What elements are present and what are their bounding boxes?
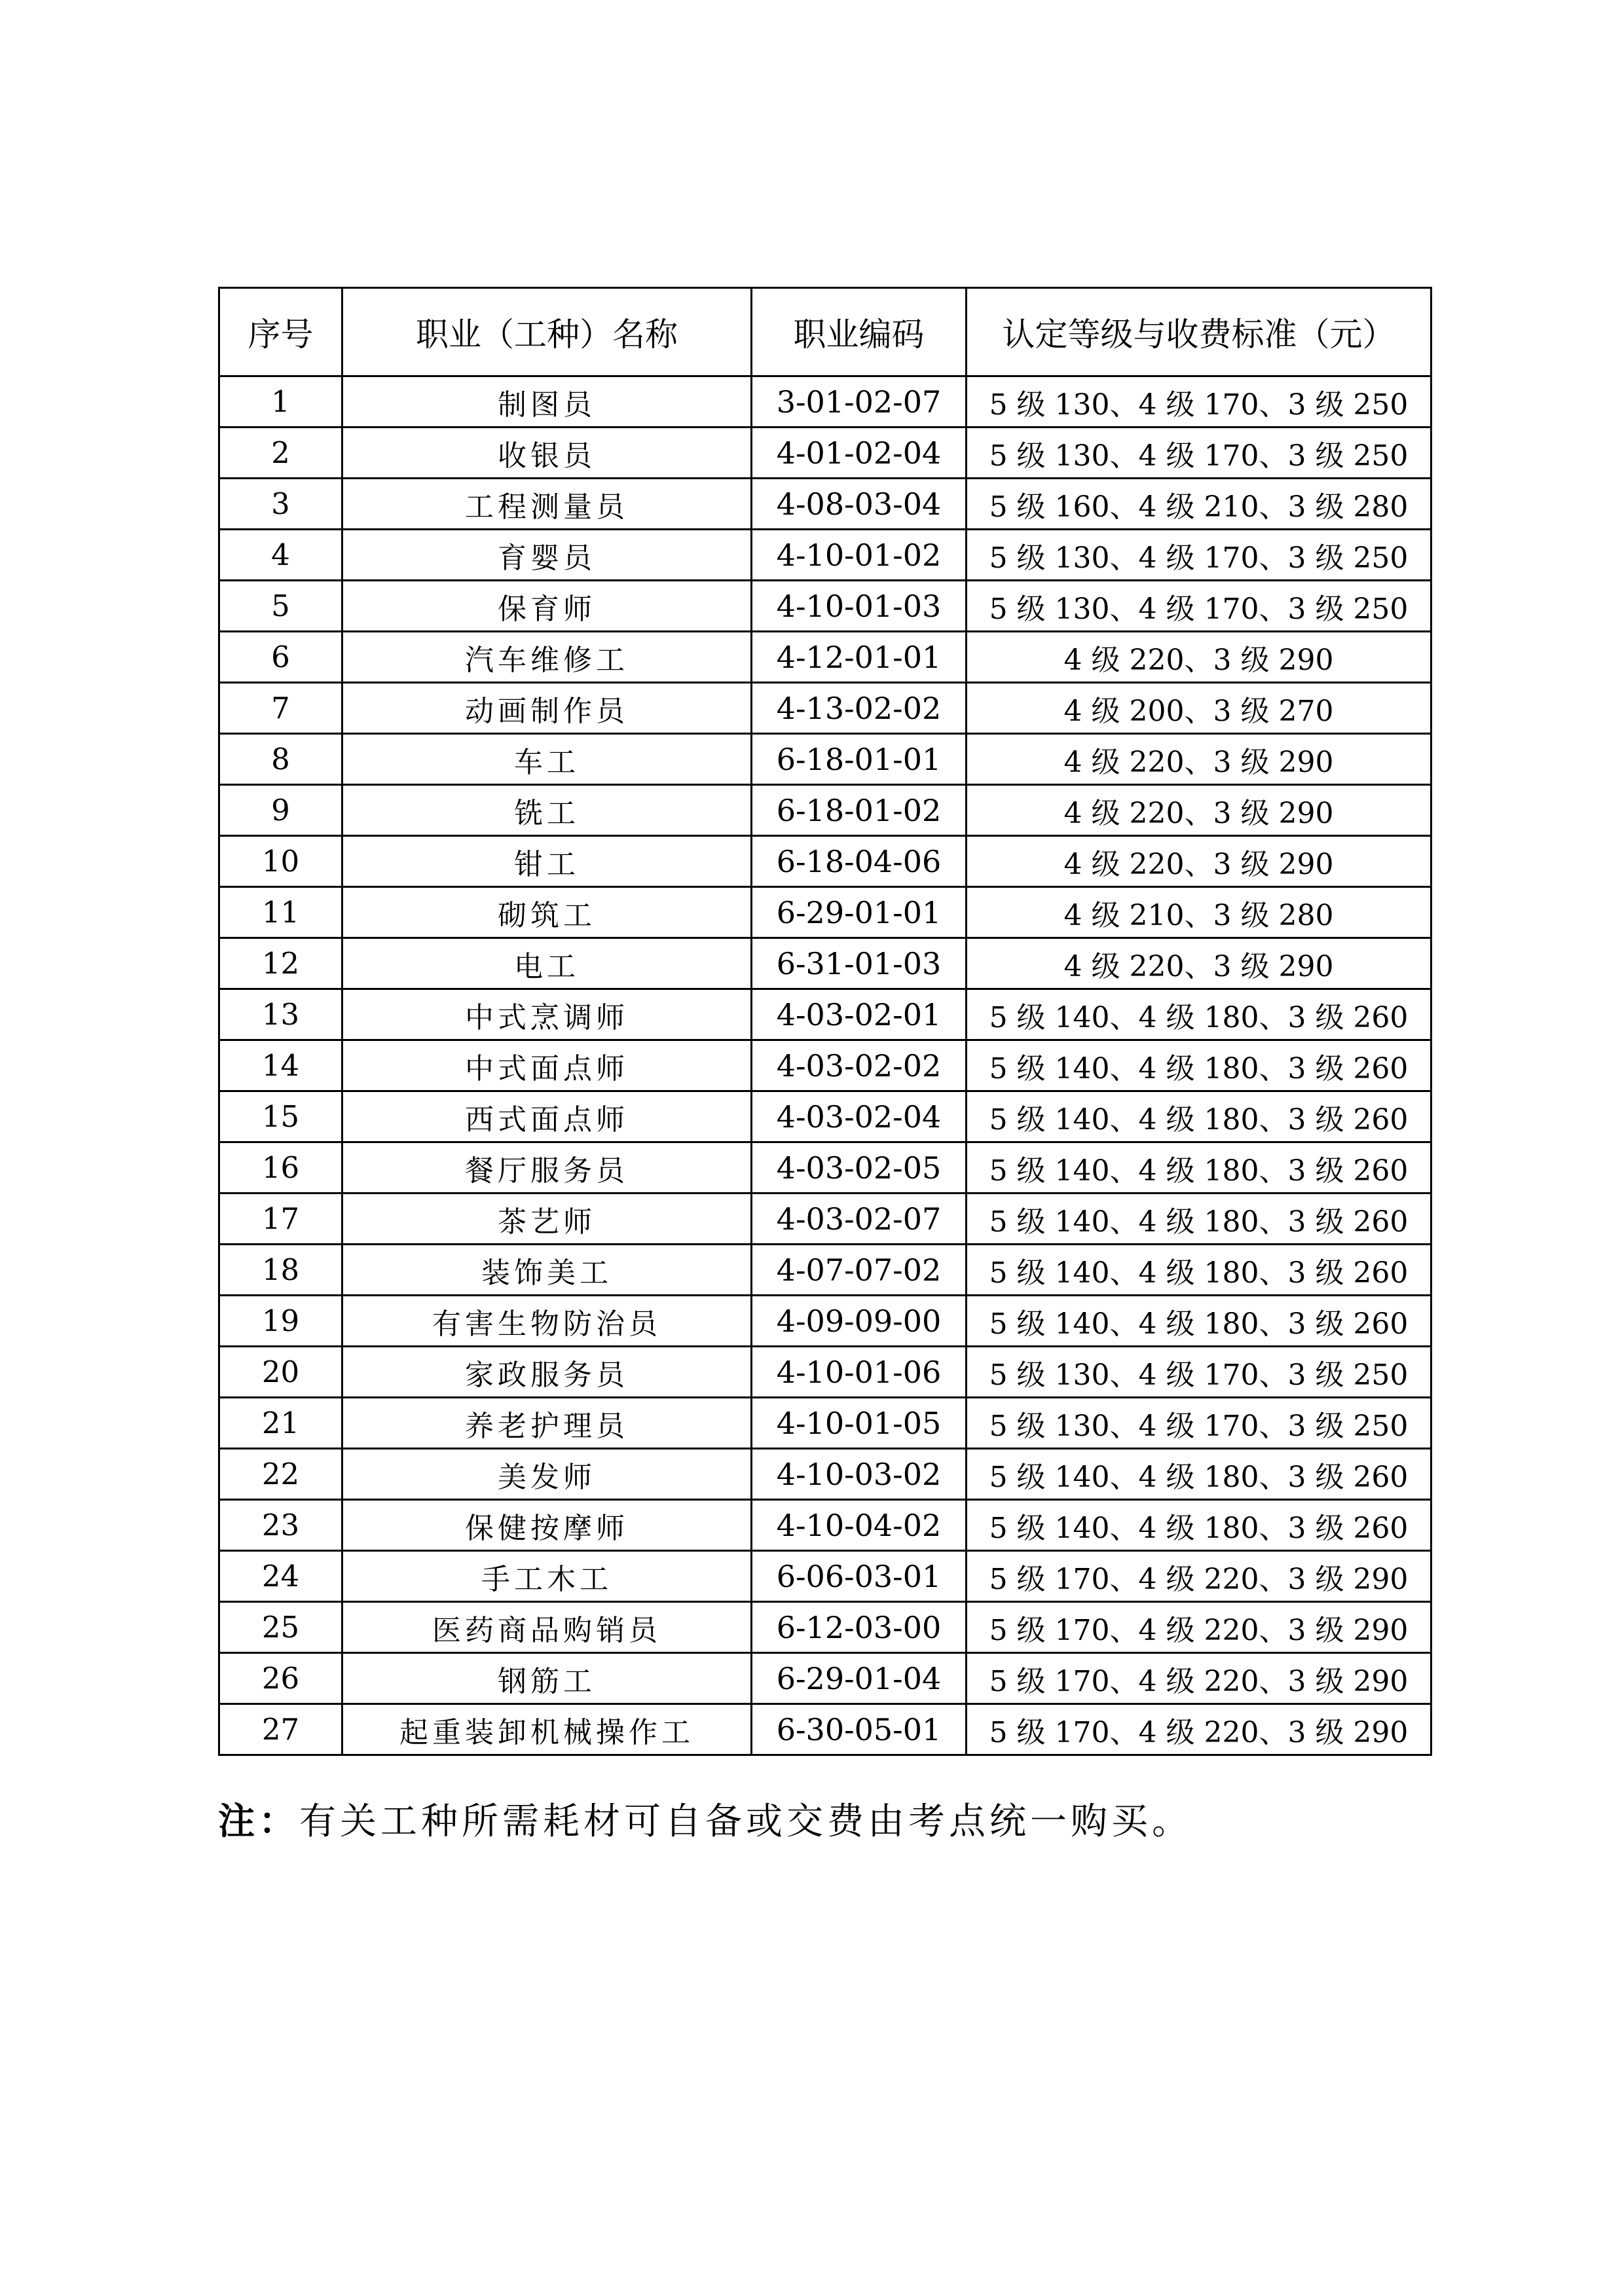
- cell-occupation-code: 6-06-03-01: [752, 1551, 967, 1602]
- cell-serial-number: 11: [219, 887, 342, 938]
- cell-level-fee: 4 级 220、3 级 290: [967, 836, 1431, 887]
- cell-level-fee: 4 级 220、3 级 290: [967, 734, 1431, 785]
- table-row: [219, 1296, 1431, 1347]
- cell-occupation-name: 茶艺师: [342, 1194, 752, 1245]
- table-row: [219, 836, 1431, 887]
- cell-occupation-code: 6-29-01-04: [752, 1653, 967, 1704]
- cell-occupation-code: 3-01-02-07: [752, 376, 967, 428]
- table-row: [219, 887, 1431, 938]
- cell-occupation-code: 6-18-01-02: [752, 785, 967, 836]
- footnote: [218, 1793, 1192, 1845]
- cell-occupation-code: 4-03-02-07: [752, 1194, 967, 1245]
- cell-occupation-code: 4-07-07-02: [752, 1245, 967, 1296]
- cell-serial-number: 23: [219, 1500, 342, 1551]
- header-level-fee: 认定等级与收费标准（元）: [967, 288, 1431, 376]
- cell-occupation-name: 手工木工: [342, 1551, 752, 1602]
- cell-occupation-name: 铣工: [342, 785, 752, 836]
- cell-occupation-name: 装饰美工: [342, 1245, 752, 1296]
- table-header: [219, 288, 1431, 376]
- cell-occupation-code: 4-10-01-03: [752, 581, 967, 632]
- cell-level-fee: 5 级 130、4 级 170、3 级 250: [967, 428, 1431, 479]
- cell-serial-number: 19: [219, 1296, 342, 1347]
- cell-occupation-code: 4-10-03-02: [752, 1449, 967, 1500]
- cell-level-fee: 5 级 140、4 级 180、3 级 260: [967, 989, 1431, 1040]
- cell-occupation-code: 4-08-03-04: [752, 479, 967, 530]
- cell-serial-number: 7: [219, 683, 342, 734]
- cell-occupation-name: 保健按摩师: [342, 1500, 752, 1551]
- cell-serial-number: 13: [219, 989, 342, 1040]
- cell-occupation-code: 4-10-01-05: [752, 1398, 967, 1449]
- cell-level-fee: 5 级 140、4 级 180、3 级 260: [967, 1449, 1431, 1500]
- cell-level-fee: 5 级 140、4 级 180、3 级 260: [967, 1091, 1431, 1142]
- cell-occupation-name: 中式面点师: [342, 1040, 752, 1091]
- cell-occupation-name: 砌筑工: [342, 887, 752, 938]
- table-row: [219, 1245, 1431, 1296]
- table-row: [219, 530, 1431, 581]
- cell-serial-number: 8: [219, 734, 342, 785]
- cell-serial-number: 9: [219, 785, 342, 836]
- cell-serial-number: 26: [219, 1653, 342, 1704]
- cell-level-fee: 5 级 170、4 级 220、3 级 290: [967, 1653, 1431, 1704]
- table-row: [219, 1040, 1431, 1091]
- cell-occupation-name: 动画制作员: [342, 683, 752, 734]
- cell-occupation-name: 西式面点师: [342, 1091, 752, 1142]
- cell-occupation-name: 收银员: [342, 428, 752, 479]
- cell-level-fee: 4 级 220、3 级 290: [967, 632, 1431, 683]
- table-row: [219, 785, 1431, 836]
- cell-occupation-name: 制图员: [342, 376, 752, 428]
- table-row: [219, 376, 1431, 428]
- cell-occupation-code: 6-18-04-06: [752, 836, 967, 887]
- table-row: [219, 1704, 1431, 1755]
- cell-occupation-code: 4-10-04-02: [752, 1500, 967, 1551]
- cell-serial-number: 17: [219, 1194, 342, 1245]
- cell-level-fee: 4 级 220、3 级 290: [967, 938, 1431, 989]
- cell-level-fee: 5 级 140、4 级 180、3 级 260: [967, 1194, 1431, 1245]
- cell-serial-number: 5: [219, 581, 342, 632]
- header-occupation-name: 职业（工种）名称: [342, 288, 752, 376]
- table-row: [219, 1091, 1431, 1142]
- cell-serial-number: 15: [219, 1091, 342, 1142]
- cell-occupation-name: 养老护理员: [342, 1398, 752, 1449]
- table-body: [219, 376, 1431, 1755]
- cell-serial-number: 10: [219, 836, 342, 887]
- cell-occupation-name: 有害生物防治员: [342, 1296, 752, 1347]
- table-row: [219, 1449, 1431, 1500]
- cell-level-fee: 5 级 140、4 级 180、3 级 260: [967, 1296, 1431, 1347]
- cell-serial-number: 12: [219, 938, 342, 989]
- cell-serial-number: 24: [219, 1551, 342, 1602]
- cell-occupation-name: 育婴员: [342, 530, 752, 581]
- cell-occupation-code: 6-30-05-01: [752, 1704, 967, 1755]
- cell-serial-number: 16: [219, 1142, 342, 1194]
- cell-serial-number: 14: [219, 1040, 342, 1091]
- cell-occupation-code: 6-18-01-01: [752, 734, 967, 785]
- cell-level-fee: 5 级 140、4 级 180、3 级 260: [967, 1500, 1431, 1551]
- cell-occupation-code: 4-10-01-02: [752, 530, 967, 581]
- cell-occupation-code: 4-10-01-06: [752, 1347, 967, 1398]
- cell-serial-number: 20: [219, 1347, 342, 1398]
- cell-serial-number: 4: [219, 530, 342, 581]
- cell-level-fee: 5 级 170、4 级 220、3 级 290: [967, 1602, 1431, 1653]
- cell-occupation-name: 起重装卸机械操作工: [342, 1704, 752, 1755]
- cell-occupation-name: 电工: [342, 938, 752, 989]
- cell-level-fee: 5 级 170、4 级 220、3 级 290: [967, 1704, 1431, 1755]
- table-row: [219, 1500, 1431, 1551]
- cell-occupation-code: 4-01-02-04: [752, 428, 967, 479]
- table-row: [219, 938, 1431, 989]
- cell-occupation-name: 中式烹调师: [342, 989, 752, 1040]
- cell-occupation-name: 家政服务员: [342, 1347, 752, 1398]
- cell-level-fee: 5 级 140、4 级 180、3 级 260: [967, 1245, 1431, 1296]
- cell-occupation-code: 6-29-01-01: [752, 887, 967, 938]
- cell-occupation-code: 6-12-03-00: [752, 1602, 967, 1653]
- cell-level-fee: 5 级 170、4 级 220、3 级 290: [967, 1551, 1431, 1602]
- header-serial-number: 序号: [219, 288, 342, 376]
- footnote-label: 注：: [218, 1800, 299, 1843]
- table-row: [219, 479, 1431, 530]
- footnote-text: 有关工种所需耗材可自备或交费由考点统一购买。: [299, 1800, 1192, 1843]
- cell-occupation-code: 4-12-01-01: [752, 632, 967, 683]
- cell-occupation-name: 美发师: [342, 1449, 752, 1500]
- cell-level-fee: 5 级 140、4 级 180、3 级 260: [967, 1040, 1431, 1091]
- cell-level-fee: 5 级 140、4 级 180、3 级 260: [967, 1142, 1431, 1194]
- cell-level-fee: 5 级 130、4 级 170、3 级 250: [967, 1347, 1431, 1398]
- cell-level-fee: 4 级 200、3 级 270: [967, 683, 1431, 734]
- cell-occupation-name: 钳工: [342, 836, 752, 887]
- table-row: [219, 1602, 1431, 1653]
- cell-serial-number: 27: [219, 1704, 342, 1755]
- table-row: [219, 683, 1431, 734]
- cell-occupation-code: 4-03-02-02: [752, 1040, 967, 1091]
- fee-standard-table: [218, 287, 1432, 1756]
- table-row: [219, 734, 1431, 785]
- table-row: [219, 1194, 1431, 1245]
- cell-serial-number: 21: [219, 1398, 342, 1449]
- cell-occupation-name: 汽车维修工: [342, 632, 752, 683]
- cell-occupation-code: 4-13-02-02: [752, 683, 967, 734]
- table-row: [219, 989, 1431, 1040]
- cell-level-fee: 5 级 130、4 级 170、3 级 250: [967, 1398, 1431, 1449]
- cell-occupation-code: 4-09-09-00: [752, 1296, 967, 1347]
- table-row: [219, 632, 1431, 683]
- cell-level-fee: 4 级 220、3 级 290: [967, 785, 1431, 836]
- table-row: [219, 1347, 1431, 1398]
- table-row: [219, 1653, 1431, 1704]
- cell-occupation-name: 工程测量员: [342, 479, 752, 530]
- header-occupation-code: 职业编码: [752, 288, 967, 376]
- table-row: [219, 1551, 1431, 1602]
- table-row: [219, 1142, 1431, 1194]
- cell-level-fee: 5 级 130、4 级 170、3 级 250: [967, 581, 1431, 632]
- cell-level-fee: 5 级 130、4 级 170、3 级 250: [967, 376, 1431, 428]
- cell-serial-number: 25: [219, 1602, 342, 1653]
- cell-serial-number: 6: [219, 632, 342, 683]
- cell-level-fee: 5 级 130、4 级 170、3 级 250: [967, 530, 1431, 581]
- cell-occupation-code: 4-03-02-05: [752, 1142, 967, 1194]
- cell-occupation-code: 4-03-02-04: [752, 1091, 967, 1142]
- cell-occupation-name: 车工: [342, 734, 752, 785]
- cell-occupation-code: 6-31-01-03: [752, 938, 967, 989]
- cell-level-fee: 4 级 210、3 级 280: [967, 887, 1431, 938]
- cell-occupation-code: 4-03-02-01: [752, 989, 967, 1040]
- cell-occupation-name: 医药商品购销员: [342, 1602, 752, 1653]
- cell-serial-number: 3: [219, 479, 342, 530]
- table-row: [219, 1398, 1431, 1449]
- cell-occupation-name: 钢筋工: [342, 1653, 752, 1704]
- cell-serial-number: 2: [219, 428, 342, 479]
- cell-occupation-name: 保育师: [342, 581, 752, 632]
- table-row: [219, 428, 1431, 479]
- header-row: [219, 288, 1431, 376]
- cell-occupation-name: 餐厅服务员: [342, 1142, 752, 1194]
- cell-serial-number: 1: [219, 376, 342, 428]
- table-row: [219, 581, 1431, 632]
- cell-level-fee: 5 级 160、4 级 210、3 级 280: [967, 479, 1431, 530]
- cell-serial-number: 18: [219, 1245, 342, 1296]
- cell-serial-number: 22: [219, 1449, 342, 1500]
